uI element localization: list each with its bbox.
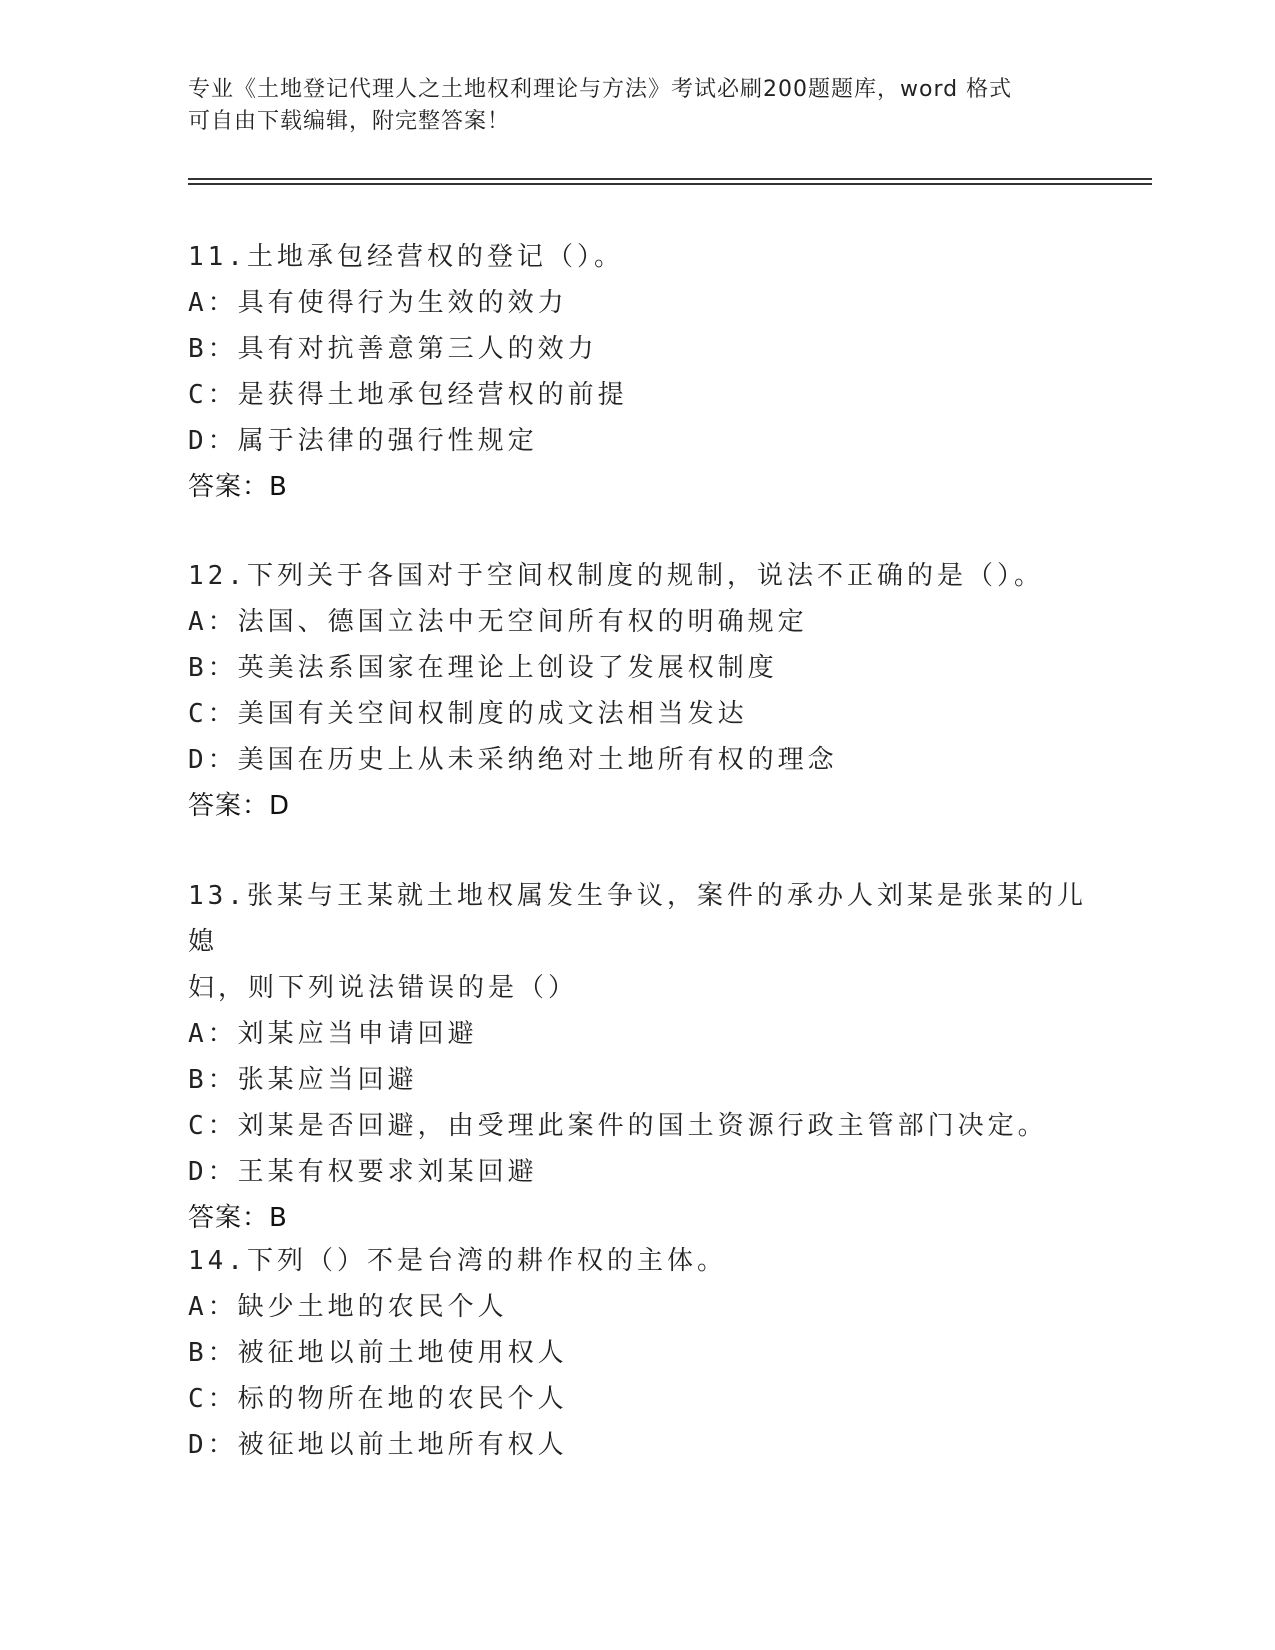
header-line-1: 专业《土地登记代理人之土地权利理论与方法》考试必刷200题题库，word 格式 xyxy=(188,77,1013,102)
option-c: C：美国有关空间权制度的成文法相当发达 xyxy=(188,699,748,729)
answer: 答案：B xyxy=(188,472,288,502)
header-line-2: 可自由下载编辑，附完整答案！ xyxy=(188,109,511,134)
question-stem: 12.下列关于各国对于空间权制度的规制，说法不正确的是（）。 xyxy=(188,561,1044,591)
question-stem: 14.下列（）不是台湾的耕作权的主体。 xyxy=(188,1246,727,1276)
option-a: A：缺少土地的农民个人 xyxy=(188,1292,508,1322)
option-c: C：刘某是否回避，由受理此案件的国土资源行政主管部门决定。 xyxy=(188,1111,1048,1141)
document-header xyxy=(188,74,1088,138)
option-d: D：被征地以前土地所有权人 xyxy=(188,1430,568,1460)
option-d: D：属于法律的强行性规定 xyxy=(188,426,538,456)
option-a: A：刘某应当申请回避 xyxy=(188,1019,478,1049)
header-divider-top xyxy=(188,178,1152,180)
option-a: A：具有使得行为生效的效力 xyxy=(188,288,568,318)
option-d: D：美国在历史上从未采纳绝对土地所有权的理念 xyxy=(188,745,838,775)
question-13 xyxy=(188,873,1088,1241)
answer: 答案：B xyxy=(188,1203,288,1233)
option-c: C：是获得土地承包经营权的前提 xyxy=(188,380,628,410)
option-b: B：英美法系国家在理论上创设了发展权制度 xyxy=(188,653,778,683)
option-b: B：张某应当回避 xyxy=(188,1065,418,1095)
option-b: B：被征地以前土地使用权人 xyxy=(188,1338,568,1368)
answer: 答案：D xyxy=(188,791,291,821)
option-d: D：王某有权要求刘某回避 xyxy=(188,1157,538,1187)
question-stem-line-1: 13.张某与王某就土地权属发生争议，案件的承办人刘某是张某的儿媳 xyxy=(188,881,1087,957)
question-11 xyxy=(188,234,1088,510)
question-stem-line-2: 妇，则下列说法错误的是（） xyxy=(188,973,579,1003)
option-b: B：具有对抗善意第三人的效力 xyxy=(188,334,598,364)
option-c: C：标的物所在地的农民个人 xyxy=(188,1384,568,1414)
question-14 xyxy=(188,1238,1088,1468)
header-divider-bottom xyxy=(188,183,1152,185)
question-stem: 11.土地承包经营权的登记（）。 xyxy=(188,242,624,272)
question-12 xyxy=(188,553,1088,829)
option-a: A：法国、德国立法中无空间所有权的明确规定 xyxy=(188,607,808,637)
